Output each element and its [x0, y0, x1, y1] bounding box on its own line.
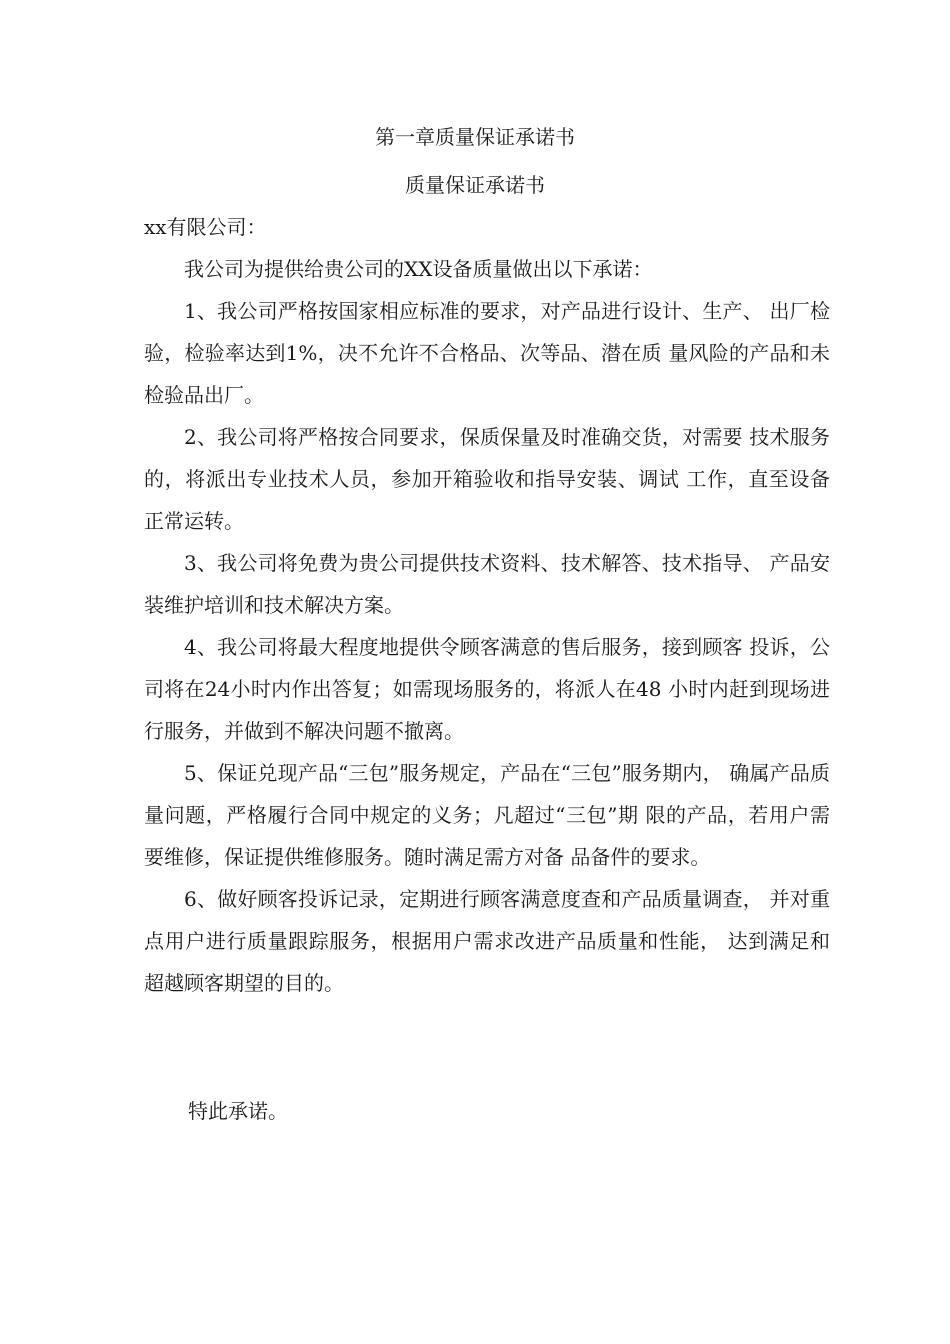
- commitment-item-6: 6、做好顾客投诉记录，定期进行顾客满意度查和产品质量调查， 并对重点用户进行质量跟踪服务，根据用户需求改进产品质量和性能， 达到满足和超越顾客期望的目的。: [144, 887, 830, 995]
- commitment-item-2: 2、我公司将严格按合同要求，保质保量及时准确交货，对需要 技术服务的，将派出专业技术人员，参加开箱验收和指导安装、调试 工作，直至设备正常运转。: [144, 425, 830, 533]
- chapter-title: 第一章质量保证承诺书: [375, 125, 575, 149]
- intro-paragraph: 我公司为提供给贵公司的XX设备质量做出以下承诺：: [184, 257, 653, 281]
- commitment-item-5: 5、保证兑现产品“三包”服务规定，产品在“三包”服务期内， 确属产品质量问题，严格履行合同中规定的义务；凡超过“三包”期 限的产品，若用户需要维修，保证提供维修服务。随时满足需方对备 品备件的要求。: [144, 761, 830, 869]
- salutation: xx有限公司：: [144, 215, 267, 239]
- commitment-item-4: 4、我公司将最大程度地提供令顾客满意的售后服务，接到顾客 投诉，公司将在24小时内作出答复；如需现场服务的，将派人在48 小时内赶到现场进行服务，并做到不解决问题不撤离。: [144, 635, 830, 743]
- closing-statement: 特此承诺。: [188, 1099, 288, 1123]
- commitment-item-3: 3、我公司将免费为贵公司提供技术资料、技术解答、技术指导、 产品安装维护培训和技术解决方案。: [144, 551, 830, 617]
- document-title: 质量保证承诺书: [405, 173, 545, 197]
- commitment-item-1: 1、我公司严格按国家相应标准的要求，对产品进行设计、生产、 出厂检验，检验率达到1%，决不允许不合格品、次等品、潜在质 量风险的产品和未检验品出厂。: [144, 299, 830, 407]
- document-body: [144, 206, 830, 1004]
